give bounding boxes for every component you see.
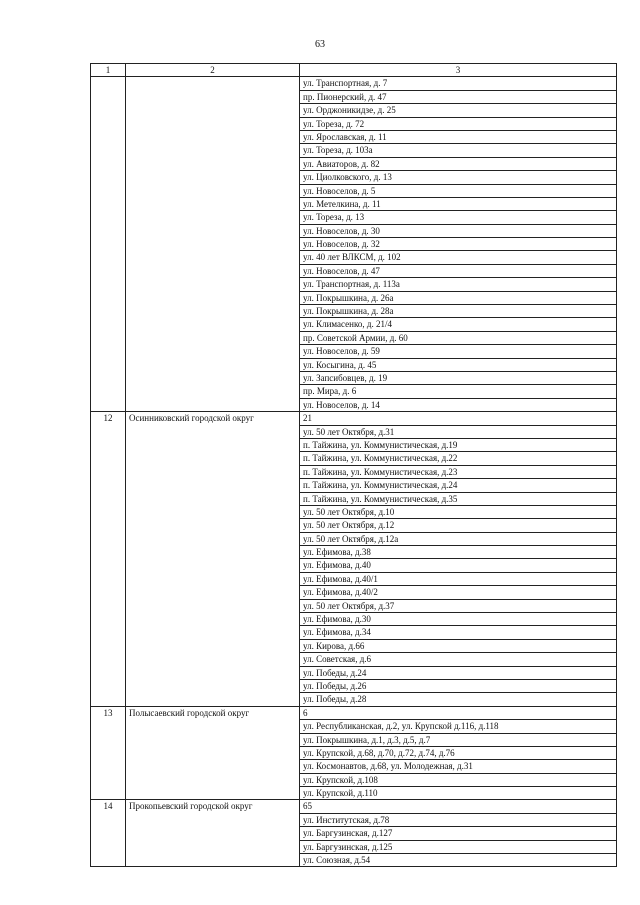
address-cell: ул. Новоселов, д. 47 <box>300 264 617 277</box>
table-row <box>91 412 617 425</box>
address-cell: пр. Мира, д. 6 <box>300 385 617 398</box>
address-cell: ул. Транспортная, д. 113а <box>300 278 617 291</box>
address-cell: ул. Институтская, д.78 <box>300 813 617 826</box>
address-cell: ул. 50 лет Октября, д.10 <box>300 505 617 518</box>
address-cell: ул. 40 лет ВЛКСМ, д. 102 <box>300 251 617 264</box>
address-cell: п. Тайжина, ул. Коммунистическая, д.23 <box>300 465 617 478</box>
address-cell: п. Тайжина, ул. Коммунистическая, д.35 <box>300 492 617 505</box>
row-number-cell: 13 <box>91 706 126 800</box>
table-body <box>91 77 617 867</box>
address-cell: 65 <box>300 800 617 813</box>
address-cell: ул. Республиканская, д.2, ул. Крупской д.116, д.118 <box>300 720 617 733</box>
address-cell: ул. Ефимова, д.38 <box>300 546 617 559</box>
address-cell: ул. Крупской, д.108 <box>300 773 617 786</box>
address-table <box>90 63 617 867</box>
address-cell: ул. Косыгина, д. 45 <box>300 358 617 371</box>
header-row <box>91 64 617 77</box>
address-cell: ул. Климасенко, д. 21/4 <box>300 318 617 331</box>
municipality-cell: Осинниковский городской округ <box>126 412 300 707</box>
address-cell: ул. Союзная, д.54 <box>300 854 617 867</box>
address-cell: ул. Советская, д.6 <box>300 653 617 666</box>
address-cell: пр. Пионерский, д. 47 <box>300 90 617 103</box>
address-cell: ул. Покрышкина, д. 26а <box>300 291 617 304</box>
address-cell: ул. Авиаторов, д. 82 <box>300 157 617 170</box>
address-cell: ул. Победы, д.24 <box>300 666 617 679</box>
address-cell: ул. Тореза, д. 72 <box>300 117 617 130</box>
address-cell: ул. Новоселов, д. 30 <box>300 224 617 237</box>
municipality-cell: Полысаевский городской округ <box>126 706 300 800</box>
address-cell: ул. Ефимова, д.30 <box>300 613 617 626</box>
table-row <box>91 800 617 813</box>
address-cell: ул. Ефимова, д.40 <box>300 559 617 572</box>
table-row <box>91 706 617 719</box>
address-cell: ул. Космонавтов, д.68, ул. Молодежная, д.31 <box>300 760 617 773</box>
row-number-cell <box>91 77 126 412</box>
address-cell: ул. Тореза, д. 13 <box>300 211 617 224</box>
address-cell: ул. Новоселов, д. 59 <box>300 345 617 358</box>
address-cell: п. Тайжина, ул. Коммунистическая, д.19 <box>300 438 617 451</box>
address-cell: ул. Новоселов, д. 14 <box>300 398 617 411</box>
address-cell: ул. Победы, д.26 <box>300 679 617 692</box>
address-cell: ул. 50 лет Октября, д.31 <box>300 425 617 438</box>
address-cell: ул. Крупской, д.110 <box>300 787 617 800</box>
address-cell: ул. 50 лет Октября, д.37 <box>300 599 617 612</box>
address-cell: ул. Тореза, д. 103а <box>300 144 617 157</box>
table-row <box>91 77 617 90</box>
header-col-1: 1 <box>91 64 126 77</box>
address-cell: ул. Баргузинская, д.127 <box>300 827 617 840</box>
row-number-cell: 14 <box>91 800 126 867</box>
address-cell: ул. Покрышкина, д.1, д.3, д.5, д.7 <box>300 733 617 746</box>
address-cell: ул. Ефимова, д.40/2 <box>300 586 617 599</box>
page-number: 63 <box>315 39 325 50</box>
header-col-2: 2 <box>126 64 300 77</box>
address-cell: пр. Советской Армии, д. 60 <box>300 331 617 344</box>
address-cell: ул. Транспортная, д. 7 <box>300 77 617 90</box>
address-cell: ул. Циолковского, д. 13 <box>300 171 617 184</box>
address-cell: ул. Баргузинская, д.125 <box>300 840 617 853</box>
address-cell: ул. Крупской, д.68, д.70, д.72, д.74, д.76 <box>300 746 617 759</box>
address-cell: 6 <box>300 706 617 719</box>
address-cell: ул. Метелкина, д. 11 <box>300 197 617 210</box>
address-cell: ул. Ярославская, д. 11 <box>300 130 617 143</box>
municipality-cell: Прокопьевский городской округ <box>126 800 300 867</box>
address-cell: ул. Ефимова, д.40/1 <box>300 572 617 585</box>
address-cell: ул. Ефимова, д.34 <box>300 626 617 639</box>
address-cell: ул. Новоселов, д. 5 <box>300 184 617 197</box>
address-cell: п. Тайжина, ул. Коммунистическая, д.22 <box>300 452 617 465</box>
address-cell: ул. 50 лет Октября, д.12а <box>300 532 617 545</box>
address-cell: п. Тайжина, ул. Коммунистическая, д.24 <box>300 479 617 492</box>
address-cell: ул. Орджоникидзе, д. 25 <box>300 104 617 117</box>
address-cell: ул. Покрышкина, д. 28а <box>300 305 617 318</box>
address-cell: 21 <box>300 412 617 425</box>
address-cell: ул. Новоселов, д. 32 <box>300 238 617 251</box>
address-cell: ул. Кирова, д.66 <box>300 639 617 652</box>
address-cell: ул. Запсибовцев, д. 19 <box>300 371 617 384</box>
header-col-3: 3 <box>300 64 617 77</box>
municipality-cell <box>126 77 300 412</box>
row-number-cell: 12 <box>91 412 126 707</box>
address-cell: ул. 50 лет Октября, д.12 <box>300 519 617 532</box>
address-cell: ул. Победы, д.28 <box>300 693 617 706</box>
